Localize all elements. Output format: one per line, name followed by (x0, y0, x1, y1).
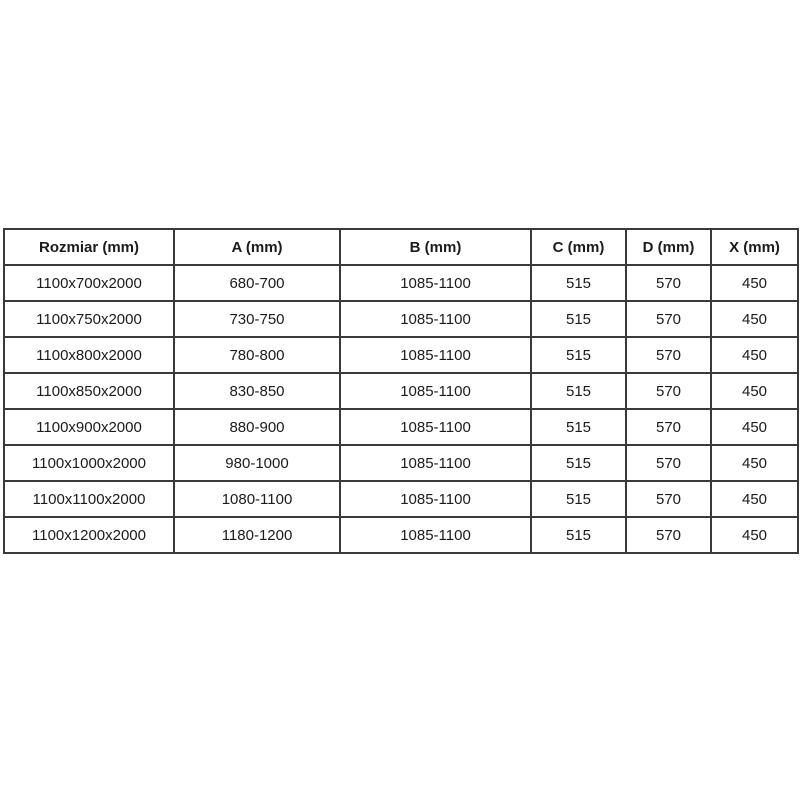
table-cell: 1100x1000x2000 (4, 445, 174, 481)
table-cell: 1085-1100 (340, 445, 531, 481)
table-cell: 570 (626, 373, 711, 409)
size-spec-table (3, 228, 799, 554)
table-cell: 570 (626, 265, 711, 301)
table-cell: 1085-1100 (340, 337, 531, 373)
table-cell: 680-700 (174, 265, 340, 301)
table-cell: 1100x700x2000 (4, 265, 174, 301)
table-cell: 515 (531, 301, 626, 337)
table-row (4, 409, 798, 445)
table-cell: 515 (531, 445, 626, 481)
table-cell: 980-1000 (174, 445, 340, 481)
table-cell: 1100x900x2000 (4, 409, 174, 445)
table-cell: 1100x1100x2000 (4, 481, 174, 517)
table-cell: 1100x1200x2000 (4, 517, 174, 553)
table-cell: 450 (711, 517, 798, 553)
column-header: B (mm) (340, 229, 531, 265)
table-cell: 1080-1100 (174, 481, 340, 517)
table-cell: 515 (531, 409, 626, 445)
table-cell: 1100x850x2000 (4, 373, 174, 409)
column-header: C (mm) (531, 229, 626, 265)
table-cell: 830-850 (174, 373, 340, 409)
table-row (4, 337, 798, 373)
table-cell: 450 (711, 265, 798, 301)
table-cell: 780-800 (174, 337, 340, 373)
table-row (4, 445, 798, 481)
column-header: D (mm) (626, 229, 711, 265)
table-cell: 450 (711, 337, 798, 373)
table-cell: 1180-1200 (174, 517, 340, 553)
table-cell: 1085-1100 (340, 265, 531, 301)
table-row (4, 265, 798, 301)
table-cell: 515 (531, 373, 626, 409)
table-cell: 1085-1100 (340, 409, 531, 445)
table-cell: 450 (711, 409, 798, 445)
table-row (4, 301, 798, 337)
table-row (4, 481, 798, 517)
table-cell: 515 (531, 337, 626, 373)
table-cell: 570 (626, 445, 711, 481)
table-cell: 1085-1100 (340, 301, 531, 337)
table-cell: 450 (711, 373, 798, 409)
table-cell: 570 (626, 337, 711, 373)
table-row (4, 373, 798, 409)
table-cell: 450 (711, 445, 798, 481)
table-cell: 570 (626, 517, 711, 553)
table-cell: 570 (626, 481, 711, 517)
table-cell: 515 (531, 517, 626, 553)
column-header: Rozmiar (mm) (4, 229, 174, 265)
header-row (4, 229, 798, 265)
table-cell: 515 (531, 481, 626, 517)
table-row (4, 517, 798, 553)
table-cell: 1085-1100 (340, 373, 531, 409)
table-cell: 515 (531, 265, 626, 301)
table-cell: 1085-1100 (340, 481, 531, 517)
table-body (4, 265, 798, 553)
column-header: X (mm) (711, 229, 798, 265)
table-cell: 880-900 (174, 409, 340, 445)
table-cell: 1100x750x2000 (4, 301, 174, 337)
table-cell: 730-750 (174, 301, 340, 337)
table-cell: 570 (626, 301, 711, 337)
table-cell: 450 (711, 481, 798, 517)
table-cell: 570 (626, 409, 711, 445)
table-cell: 450 (711, 301, 798, 337)
table-cell: 1100x800x2000 (4, 337, 174, 373)
table-cell: 1085-1100 (340, 517, 531, 553)
column-header: A (mm) (174, 229, 340, 265)
